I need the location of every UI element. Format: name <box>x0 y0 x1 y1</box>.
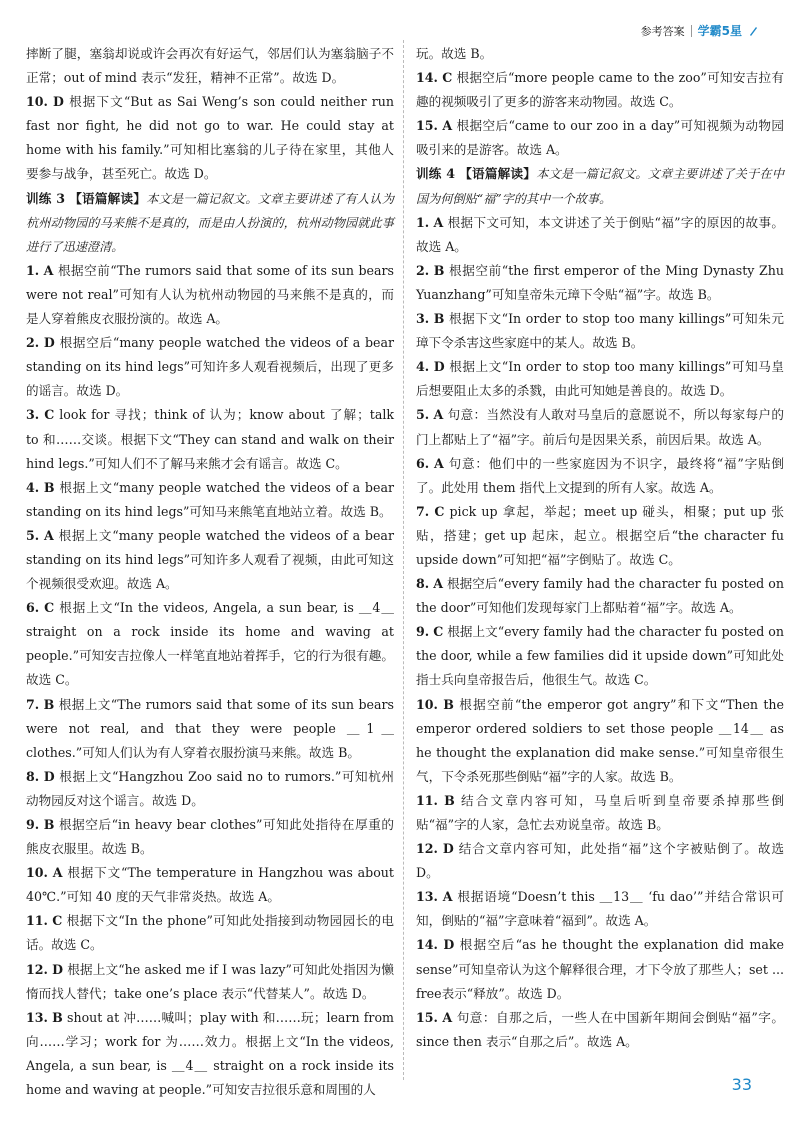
answer-item <box>26 861 394 909</box>
answer-letter: A <box>442 118 453 134</box>
explanation-text: 根据空前“the first emperor of the Ming Dynasty Zhu Yuanzhang”可知皇帝朱元璋下令贴“福”字。故选 B。 <box>416 262 784 302</box>
item-number: 10. <box>26 94 48 110</box>
answer-item <box>416 693 784 789</box>
column-divider <box>403 40 404 1080</box>
item-number: 6. <box>26 600 40 616</box>
answer-letter: B <box>433 311 445 327</box>
item-number: 7. <box>26 696 40 712</box>
section-tag: 【语篇解读】 <box>459 166 537 182</box>
item-number: 8. <box>416 576 430 592</box>
answer-item <box>416 500 784 572</box>
answer-letter: C <box>433 624 444 640</box>
answer-item <box>26 909 394 957</box>
item-number: 8. <box>26 768 40 784</box>
item-number: 9. <box>416 624 430 640</box>
answer-letter: D <box>443 937 455 953</box>
answer-letter: D <box>442 841 454 857</box>
explanation-text: 根据语境“Doesn’t this ＿13＿ ‘fu dao’”并结合常识可知，倒贴的“福”字意味着“福到”。故选 A。 <box>416 889 784 929</box>
answer-item <box>26 90 394 186</box>
item-number: 7. <box>416 503 430 519</box>
right-column <box>416 42 784 1054</box>
answer-letter: A <box>442 1009 453 1025</box>
answer-item <box>416 42 784 66</box>
training-heading <box>416 162 784 210</box>
item-number: 14. <box>416 70 438 86</box>
answer-letter: A <box>433 576 443 592</box>
answer-item <box>26 403 394 475</box>
answer-item <box>416 837 784 885</box>
explanation-text: 根据空后“more people came to the zoo”可知安吉拉有趣的视频吸引了更多的游客来动物园。故选 C。 <box>416 70 784 110</box>
item-number: 9. <box>26 817 40 832</box>
answer-item <box>416 355 784 403</box>
answer-letter: B <box>43 479 55 495</box>
passage-summary: 本文是一篇记叙文。文章主要讲述了关于在中国为何倒贴“福”字的其中一个故事。 <box>416 167 785 206</box>
explanation-text: 根据上文“In order to stop too many killings”可知马皇后想要阻止太多的杀戮，由此可知她是善良的。故选 D。 <box>416 359 784 399</box>
answer-letter: A <box>433 455 444 471</box>
item-number: 13. <box>416 889 438 905</box>
answer-letter: C <box>44 407 55 423</box>
item-number: 10. <box>26 865 48 881</box>
answer-item <box>416 1006 784 1054</box>
answer-item <box>26 42 394 90</box>
explanation-text: 根据上文“many people watched the videos of a bear standing on its hind legs”可知马来熊笔直地站立着。故选 B。 <box>26 479 394 519</box>
item-number: 12. <box>416 841 438 857</box>
item-number: 15. <box>416 118 438 134</box>
explanation-text: 根据上文“The rumors said that some of its sun bears were not real, and that they were people ＿1＿ clothes.”可知人们认为有人穿着衣服扮演马来熊。故选 B。 <box>26 696 394 760</box>
header-label: 参考答案 <box>640 24 685 38</box>
item-number: 4. <box>26 479 40 495</box>
item-number: 1. <box>416 214 430 230</box>
answer-letter: D <box>433 359 445 375</box>
item-number: 2. <box>416 262 430 278</box>
answer-letter: D <box>53 94 64 110</box>
explanation-text: 根据上文“he asked me if I was lazy”可知此处指因为懒惰而找人替代；take one’s place 表示“代替某人”。故选 D。 <box>26 961 394 1001</box>
explanation-text: 结合文章内容可知，此处指“福”这个字被贴倒了。故选 D。 <box>416 841 784 881</box>
answer-item <box>416 620 784 692</box>
explanation-text: 句意：他们中的一些家庭因为不识字，最终将“福”字贴倒了。此处用 them 指代上文提到的所有人家。故选 A。 <box>416 455 784 495</box>
explanation-text: 根据空后“in heavy bear clothes”可知此处指待在厚重的熊皮衣服里。故选 B。 <box>26 817 394 857</box>
answer-item <box>26 524 394 596</box>
training-heading <box>26 187 394 259</box>
explanation-text: 根据下文“In order to stop too many killings”可知朱元璋下令杀害这些家庭中的某人。故选 B。 <box>416 311 784 351</box>
passage-summary: 本文是一篇记叙文。文章主要讲述了有人认为杭州动物园的马来熊不是真的，而是由人扮演的，杭州动物园就此事进行了迅速澄清。 <box>26 191 395 254</box>
answer-letter: B <box>43 817 55 832</box>
explanation-text: 根据下文“The temperature in Hangzhou was about 40℃.”可知 40 度的天气非常炎热。故选 A。 <box>26 865 394 905</box>
answer-item <box>416 885 784 933</box>
answer-item <box>416 307 784 355</box>
answer-letter: B <box>43 696 55 712</box>
explanation-text: 句意：当然没有人敢对马皇后的意愿说不，所以每家每户的门上都贴上了“福”字。前后句是因果关系，前因后果。故选 A。 <box>416 407 784 447</box>
item-number: 14. <box>416 937 438 953</box>
item-number: 3. <box>26 407 40 423</box>
item-number: 11. <box>26 913 48 929</box>
answer-item <box>26 596 394 692</box>
answer-item <box>26 476 394 524</box>
answer-letter: C <box>434 503 445 519</box>
answer-item <box>26 331 394 403</box>
answer-letter: A <box>43 262 54 278</box>
item-number: 1. <box>26 262 40 278</box>
page-number: 33 <box>731 1075 752 1094</box>
answer-item <box>26 813 394 861</box>
item-number: 5. <box>26 527 40 543</box>
answer-letter: D <box>43 335 55 351</box>
explanation-text: 根据空后“came to our zoo in a day”可知视频为动物园吸引来的是游客。故选 A。 <box>416 118 784 158</box>
explanation-text: 结合文章内容可知，马皇后听到皇帝要杀掉那些倒贴“福”字的人家，急忙去劝说皇帝。故选 B。 <box>416 792 784 832</box>
answer-letter: D <box>52 961 64 977</box>
answer-letter: C <box>44 600 55 616</box>
item-number: 13. <box>26 1009 48 1025</box>
answer-letter: A <box>43 527 54 543</box>
answer-letter: A <box>52 865 63 881</box>
explanation-text: 根据空前“The rumors said that some of its sun bears were not real”可知有人认为杭州动物园的马来熊不是真的，而是人穿着熊皮衣服扮演的。故选 A。 <box>26 262 394 327</box>
answer-item <box>416 789 784 837</box>
explanation-text: 根据上文“In the videos, Angela, a sun bear, is ＿4＿ straight on a rock inside its home and waving at people.”可知安吉拉像人一样笔直地站着挥手，它的行为很有趣。故选 C。 <box>26 600 395 688</box>
answer-letter: A <box>433 214 444 230</box>
explanation-text: 根据下文“But as Sai Weng’s son could neither run fast nor fight, he did not go to war. He could stay at home with his family.”可知相比塞翁的儿子待在家里，其他人要参与战争，甚至死亡。故选 D。 <box>26 94 394 182</box>
answer-letter: B <box>52 1009 63 1025</box>
answer-item <box>416 403 784 451</box>
answer-item <box>416 114 784 162</box>
answer-item <box>416 933 784 1005</box>
item-number: 12. <box>26 961 48 977</box>
explanation-text: 根据上文“Hangzhou Zoo said no to rumors.”可知杭州动物园反对这个谣言。故选 D。 <box>26 768 394 808</box>
answer-letter: A <box>442 889 453 905</box>
explanation-text: 根据下文可知，本文讲述了关于倒贴“福”字的原因的故事。故选 A。 <box>416 214 784 254</box>
explanation-text: 根据空后“as he thought the explanation did make sense”可知皇帝认为这个解释很合理，才下令放了那些人；set ... free表示“释放”。故选 D。 <box>416 937 784 1001</box>
item-number: 6. <box>416 455 430 471</box>
answer-item <box>26 259 394 331</box>
explanation-text: 根据上文“every family had the character fu posted on the door, while a few families did it upside down”可知此处指士兵向皇帝报告后，他很生气。故选 C。 <box>416 624 784 688</box>
item-number: 5. <box>416 407 430 423</box>
item-number: 11. <box>416 792 438 808</box>
item-number: 训练 4 <box>416 166 455 182</box>
explanation-text: 玩。故选 B。 <box>416 46 493 61</box>
answer-item <box>416 66 784 114</box>
section-tag: 【语篇解读】 <box>69 190 147 206</box>
explanation-text: 根据空后“every family had the character fu posted on the door”可知他们发现每家门上都贴着“福”字。故选 A。 <box>416 576 784 616</box>
item-number: 15. <box>416 1009 438 1025</box>
answer-letter: C <box>442 70 453 86</box>
pen-icon <box>748 25 758 37</box>
explanation-text: pick up 拿起，举起；meet up 碰头，相聚；put up 张贴，搭建；get up 起床，起立。根据空后“the character fu upside down”可知把“福”字倒贴了。故选 C。 <box>416 503 784 567</box>
answer-item <box>416 211 784 259</box>
header-separator <box>691 25 692 37</box>
item-number: 2. <box>26 335 40 351</box>
explanation-text: 根据上文“many people watched the videos of a bear standing on its hind legs”可知许多人观看了视频，由此可知这个视频很受欢迎。故选 A。 <box>26 527 394 592</box>
answer-item <box>416 572 784 620</box>
explanation-text: 摔断了腿，塞翁却说或许会再次有好运气，邻居们认为塞翁脑子不正常；out of mind 表示“发狂，精神不正常”。故选 D。 <box>26 46 394 86</box>
answer-letter: C <box>52 913 63 929</box>
answer-item <box>26 693 394 765</box>
answer-item <box>416 259 784 307</box>
item-number: 4. <box>416 359 430 375</box>
answer-letter: D <box>43 768 55 784</box>
brand-name: 学霸5星 <box>697 24 742 38</box>
explanation-text: 根据下文“In the phone”可知此处指接到动物园园长的电话。故选 C。 <box>26 913 394 953</box>
answer-letter: B <box>444 792 455 808</box>
answer-letter: A <box>433 407 444 423</box>
explanation-text: 根据空前“the emperor got angry”和下文“Then the emperor ordered soldiers to set those people ＿14＿ as he thought the explanation did make sense.”可知皇帝很生气，下令杀死那些倒贴“福”字的人家。故选 B。 <box>416 696 784 784</box>
explanation-text: shout at 冲……喊叫；play with 和……玩；learn from 向……学习；work for 为……效力。根据上文“In the videos, Angela, a sun bear, is ＿4＿ straight on a rock inside its home and waving at people.”可知安吉拉很乐意和周围的人 <box>26 1009 394 1098</box>
answer-letter: B <box>433 262 445 278</box>
item-number: 训练 3 <box>26 190 65 206</box>
explanation-text: 根据空后“many people watched the videos of a bear standing on its hind legs”可知许多人观看视频后，出现了更多的谣言。故选 D。 <box>26 335 394 399</box>
explanation-text: 句意：自那之后，一些人在中国新年期间会倒贴“福”字。since then 表示“自那之后”。故选 A。 <box>416 1009 784 1049</box>
answer-item <box>26 958 394 1006</box>
left-column <box>26 42 394 1102</box>
item-number: 10. <box>416 696 438 712</box>
answer-item <box>26 765 394 813</box>
answer-item <box>26 1006 394 1102</box>
answer-item <box>416 452 784 500</box>
answer-letter: B <box>443 696 454 712</box>
page-header <box>641 22 758 39</box>
explanation-text: look for 寻找；think of 认为；know about 了解；talk to 和……交谈。根据下文“They can stand and walk on their hind legs.”可知人们不了解马来熊才会有谣言。故选 C。 <box>26 407 394 471</box>
item-number: 3. <box>416 311 430 327</box>
